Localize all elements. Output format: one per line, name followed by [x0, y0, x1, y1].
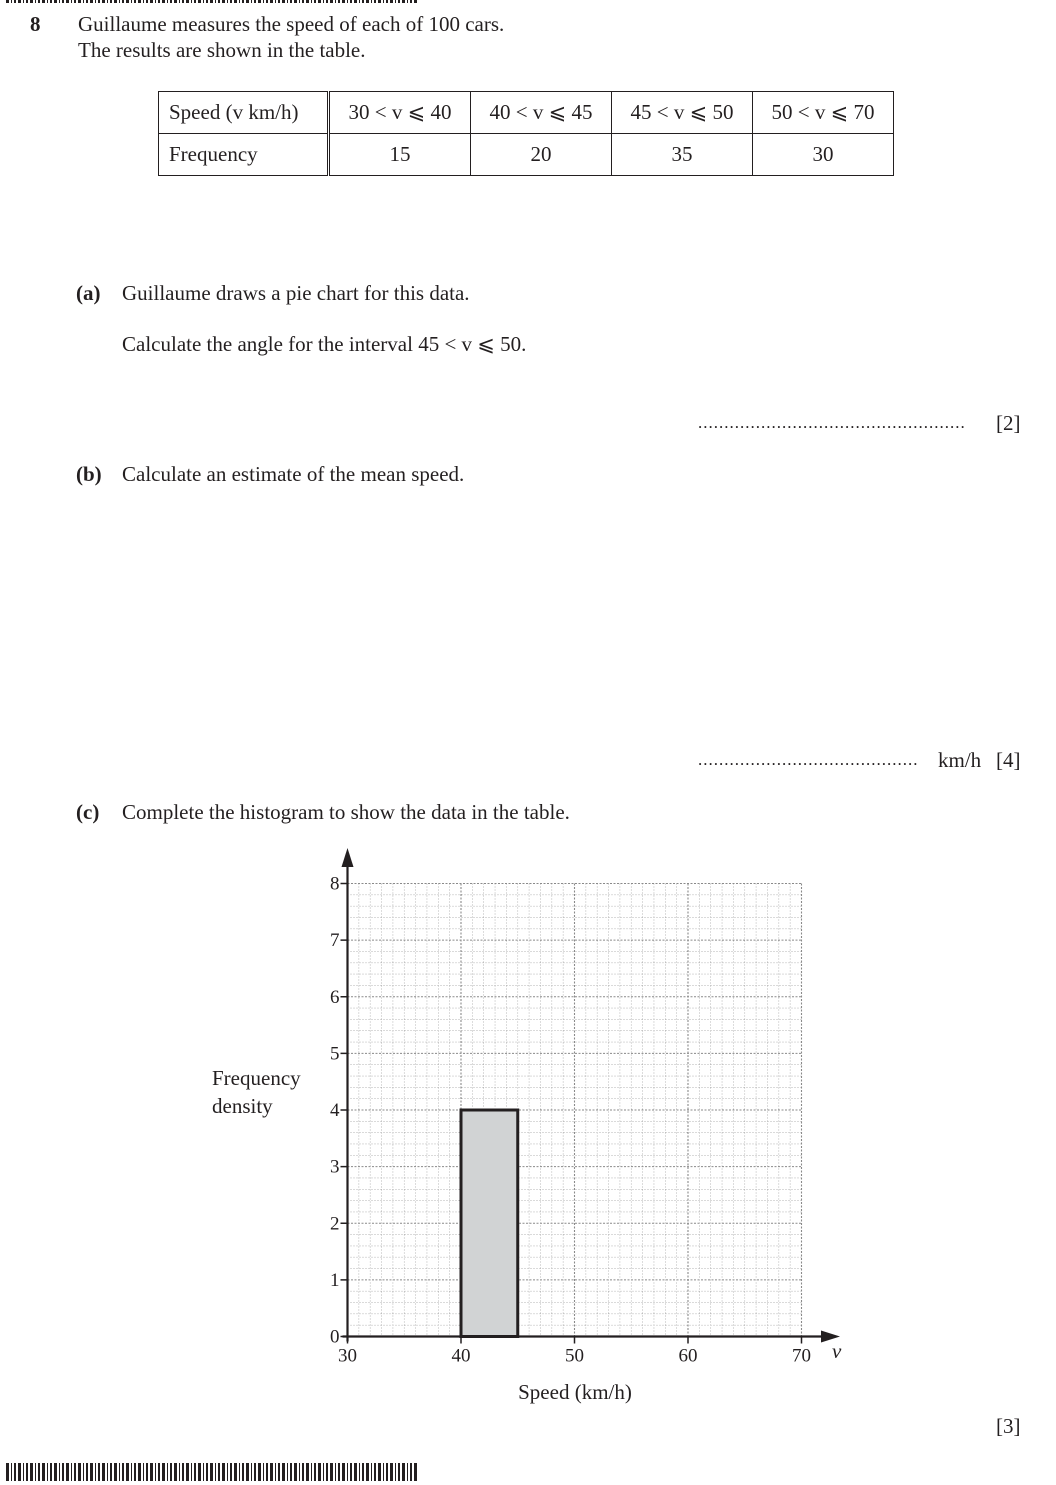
barcode-bar — [263, 1463, 264, 1481]
barcode-bar — [251, 1463, 252, 1481]
x-tick-label: 50 — [565, 1345, 584, 1367]
barcode-bar — [230, 1463, 232, 1481]
part-a-marks: [2] — [996, 411, 1021, 435]
barcode-bar — [206, 1463, 208, 1481]
x-tick-label: 70 — [792, 1345, 811, 1367]
barcode-bar — [282, 1463, 285, 1481]
barcode-bar — [162, 1463, 165, 1481]
table-interval-cell: 50 < v ⩽ 70 — [753, 92, 894, 134]
barcode-bar — [30, 1463, 33, 1481]
y-tick-label: 1 — [330, 1269, 340, 1291]
table-frequency-cell: 15 — [329, 134, 471, 176]
barcode-bar — [59, 1463, 60, 1481]
barcode-bar — [179, 1463, 180, 1481]
barcode-bar — [38, 1463, 40, 1481]
barcode-bar — [302, 1463, 304, 1481]
barcode-bar — [11, 1463, 12, 1481]
table-frequency-cell: 20 — [471, 134, 612, 176]
table-frequency-cell: 35 — [612, 134, 753, 176]
barcode-bar — [194, 1463, 196, 1481]
part-b-unit: km/h — [938, 748, 982, 772]
barcode-bar — [146, 1463, 148, 1481]
barcode-bar — [134, 1463, 136, 1481]
barcode-bar — [62, 1463, 64, 1481]
barcode-bar — [74, 1463, 76, 1481]
x-tick-label: 60 — [678, 1345, 698, 1367]
question-number: 8 — [30, 12, 41, 36]
barcode-bar — [54, 1463, 57, 1481]
barcode-bar — [362, 1463, 364, 1481]
barcode-bar — [371, 1463, 372, 1481]
barcode-bar — [215, 1463, 216, 1481]
histogram-grid-major — [348, 884, 802, 1337]
table-row-header-speed: Speed (v km/h) — [159, 92, 329, 134]
barcode-bar — [107, 1463, 108, 1481]
barcode-bar — [390, 1463, 393, 1481]
part-b-text1: Calculate an estimate of the mean speed. — [122, 462, 465, 486]
barcode-bar — [126, 1463, 129, 1481]
part-a-answer-line[interactable]: ................................................... — [698, 413, 966, 432]
barcode-bar — [335, 1463, 336, 1481]
barcode-bar — [222, 1463, 225, 1481]
barcode-bar — [323, 1463, 324, 1481]
histogram-bar — [461, 1110, 518, 1337]
barcode-bar — [287, 1463, 288, 1481]
part-a-text2: Calculate the angle for the interval 45 < v ⩽ 50. — [122, 332, 527, 356]
barcode-bar — [395, 1463, 396, 1481]
barcode-bar — [402, 1463, 405, 1481]
barcode-bar — [407, 1463, 408, 1481]
barcode-bar — [227, 1463, 228, 1481]
barcode-bar — [50, 1463, 52, 1481]
barcode-bar — [294, 1463, 297, 1481]
barcode-bar — [174, 1463, 177, 1481]
x-axis-label: Speed (km/h) — [518, 1380, 632, 1404]
barcode-bar — [170, 1463, 172, 1481]
table-row-header-frequency: Frequency — [159, 134, 329, 176]
table-interval-cell: 45 < v ⩽ 50 — [612, 92, 753, 134]
barcode-bar — [42, 1463, 45, 1481]
barcode-bar — [191, 1463, 192, 1481]
barcode-bar — [414, 1463, 417, 1481]
barcode-bar — [398, 1463, 400, 1481]
barcode-bar — [239, 1463, 240, 1481]
barcode-bar — [270, 1463, 273, 1481]
bottom-barcode — [6, 1463, 428, 1481]
table-frequency-cell: 30 — [753, 134, 894, 176]
barcode-bar — [114, 1463, 117, 1481]
barcode-bar — [110, 1463, 112, 1481]
y-tick-label: 2 — [330, 1213, 340, 1235]
barcode-bar — [182, 1463, 184, 1481]
barcode-bar — [210, 1463, 213, 1481]
barcode-bar — [131, 1463, 132, 1481]
barcode-bar — [26, 1463, 28, 1481]
barcode-bar — [258, 1463, 261, 1481]
question-intro-line1: Guillaume measures the speed of each of 100 cars. — [78, 12, 505, 36]
barcode-bar — [342, 1463, 345, 1481]
barcode-bar — [326, 1463, 328, 1481]
barcode-bar — [246, 1463, 249, 1481]
barcode-bar — [330, 1463, 333, 1481]
part-a-label: (a) — [76, 281, 101, 305]
x-tick-label: 40 — [451, 1345, 471, 1367]
part-b-marks: [4] — [996, 748, 1021, 772]
barcode-bar — [314, 1463, 316, 1481]
histogram-ticks — [330, 874, 811, 1367]
barcode-bar — [359, 1463, 360, 1481]
part-b-answer-line[interactable]: .......................................... — [698, 750, 919, 769]
barcode-bar — [311, 1463, 312, 1481]
barcode-bar — [155, 1463, 156, 1481]
barcode-bar — [6, 1463, 9, 1481]
barcode-bar — [278, 1463, 280, 1481]
part-c-label: (c) — [76, 800, 100, 824]
x-tick-label: 30 — [338, 1345, 357, 1367]
barcode-bar — [338, 1463, 340, 1481]
barcode-bar — [23, 1463, 24, 1481]
x-axis-symbol: v — [832, 1339, 842, 1363]
barcode-bar — [138, 1463, 141, 1481]
barcode-bar — [378, 1463, 381, 1481]
y-axis-label-line1: Frequency — [212, 1066, 301, 1090]
barcode-bar — [119, 1463, 120, 1481]
y-axis-label-line2: density — [212, 1094, 273, 1118]
barcode-bar — [198, 1463, 201, 1481]
barcode-bar — [86, 1463, 88, 1481]
y-axis-arrow-icon — [342, 848, 354, 867]
barcode-bar — [290, 1463, 292, 1481]
part-b-label: (b) — [76, 462, 102, 486]
barcode-bar — [122, 1463, 124, 1481]
barcode-bar — [83, 1463, 84, 1481]
histogram-bars — [461, 1110, 518, 1337]
barcode-bar — [150, 1463, 153, 1481]
barcode-bar — [366, 1463, 369, 1481]
part-c-marks: [3] — [996, 1414, 1021, 1438]
table-interval-cell: 30 < v ⩽ 40 — [329, 92, 471, 134]
barcode-bar — [347, 1463, 348, 1481]
barcode-bar — [275, 1463, 276, 1481]
y-tick-label: 8 — [330, 873, 340, 895]
table-interval-cell: 40 < v ⩽ 45 — [471, 92, 612, 134]
y-tick-label: 4 — [330, 1100, 340, 1121]
barcode-bar — [167, 1463, 168, 1481]
barcode-bar — [186, 1463, 189, 1481]
barcode-bar — [95, 1463, 96, 1481]
barcode-bar — [234, 1463, 237, 1481]
barcode-bar — [203, 1463, 204, 1481]
part-c-text1: Complete the histogram to show the data in the table. — [122, 800, 570, 824]
part-a-text1: Guillaume draws a pie chart for this data. — [122, 281, 470, 305]
barcode-bar — [350, 1463, 352, 1481]
barcode-bar — [47, 1463, 48, 1481]
question-intro-line2: The results are shown in the table. — [78, 38, 366, 62]
barcode-bar — [78, 1463, 81, 1481]
y-tick-label: 5 — [330, 1043, 340, 1065]
y-tick-label: 0 — [330, 1326, 340, 1348]
barcode-bar — [90, 1463, 93, 1481]
barcode-bar — [71, 1463, 72, 1481]
barcode-bar — [102, 1463, 105, 1481]
barcode-bar — [374, 1463, 376, 1481]
barcode-bar — [14, 1463, 16, 1481]
barcode-bar — [254, 1463, 256, 1481]
barcode-bar — [386, 1463, 388, 1481]
barcode-bar — [143, 1463, 144, 1481]
barcode-bar — [266, 1463, 268, 1481]
y-tick-label: 6 — [330, 986, 340, 1008]
barcode-bar — [98, 1463, 100, 1481]
barcode-bar — [318, 1463, 321, 1481]
barcode-bar — [410, 1463, 412, 1481]
barcode-bar — [383, 1463, 384, 1481]
y-tick-label: 7 — [330, 930, 340, 952]
barcode-bar — [354, 1463, 357, 1481]
barcode-bar — [242, 1463, 244, 1481]
barcode-bar — [66, 1463, 69, 1481]
barcode-bar — [18, 1463, 21, 1481]
barcode-bar — [306, 1463, 309, 1481]
barcode-bar — [158, 1463, 160, 1481]
y-tick-label: 3 — [330, 1156, 340, 1178]
barcode-bar — [299, 1463, 300, 1481]
barcode-bar — [218, 1463, 220, 1481]
barcode-bar — [35, 1463, 36, 1481]
